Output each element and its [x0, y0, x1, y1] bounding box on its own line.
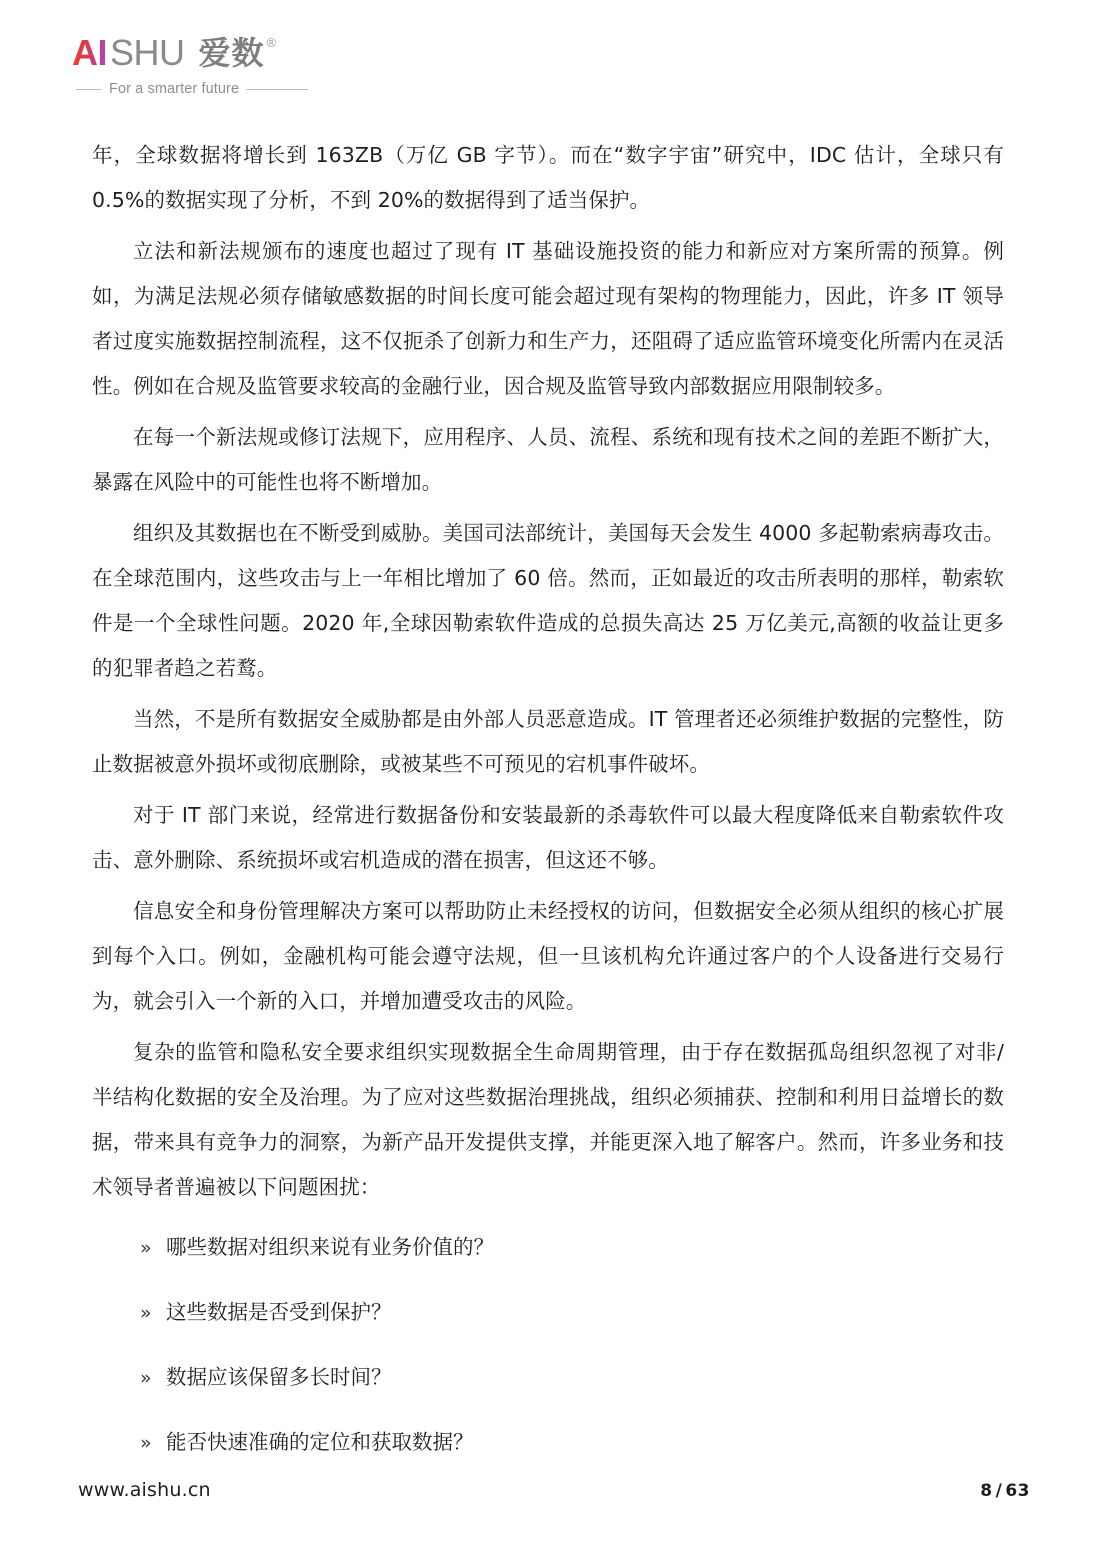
page-total: 63	[1005, 1481, 1030, 1501]
tagline-text: For a smarter future	[109, 81, 240, 97]
page-separator: /	[995, 1481, 1003, 1501]
list-item	[92, 1362, 1004, 1393]
paragraph: 组织及其数据也在不断受到威胁。美国司法部统计，美国每天会发生 4000 多起勒索病毒攻击。在全球范围内，这些攻击与上一年相比增加了 60 倍。然而，正如最近的攻击所表明的那样，勒索软件是一个全球性问题。2020 年,全球因勒索软件造成的总损失高达 25 万亿美元,高额的收益让更多的犯罪者趋之若鹜。	[92, 521, 1004, 680]
bullet-marker-icon: »	[140, 1237, 152, 1259]
brand-tagline	[76, 81, 308, 97]
tagline-rule-right	[246, 89, 308, 90]
tagline-rule-left	[76, 89, 102, 90]
logo-shu-text: SHU	[110, 32, 185, 73]
page-current: 8	[980, 1481, 993, 1501]
paragraph: 信息安全和身份管理解决方案可以帮助防止未经授权的访问，但数据安全必须从组织的核心扩展到每个入口。例如，金融机构可能会遵守法规，但一旦该机构允许通过客户的个人设备进行交易行为，就会引入一个新的入口，并增加遭受攻击的风险。	[92, 899, 1004, 1013]
paragraph: 立法和新法规颁布的速度也超过了现有 IT 基础设施投资的能力和新应对方案所需的预算。例如，为满足法规必须存储敏感数据的时间长度可能会超过现有架构的物理能力，因此，许多 IT 领导者过度实施数据控制流程，这不仅扼杀了创新力和生产力，还阻碍了适应监管环境变化所需内在灵活性。例如在合规及监管要求较高的金融行业，因合规及监管导致内部数据应用限制较多。	[92, 239, 1004, 398]
paragraph: 年，全球数据将增长到 163ZB（万亿 GB 字节）。而在“数字宇宙”研究中，IDC 估计，全球只有 0.5%的数据实现了分析，不到 20%的数据得到了适当保护。	[92, 143, 1004, 212]
paragraph: 复杂的监管和隐私安全要求组织实现数据全生命周期管理，由于存在数据孤岛组织忽视了对非/半结构化数据的安全及治理。为了应对这些数据治理挑战，组织必须捕获、控制和利用日益增长的数据，带来具有竞争力的洞察，为新产品开发提供支撑，并能更深入地了解客户。然而，许多业务和技术领导者普遍被以下问题困扰：	[92, 1040, 1004, 1199]
list-item-label: 这些数据是否受到保护？	[166, 1300, 392, 1324]
question-list	[92, 1232, 1004, 1458]
document-body	[92, 133, 1004, 1492]
list-item	[92, 1427, 1004, 1458]
paragraph: 对于 IT 部门来说，经常进行数据备份和安装最新的杀毒软件可以最大程度降低来自勒索软件攻击、意外删除、系统损坏或宕机造成的潜在损害，但这还不够。	[92, 803, 1004, 872]
list-item-label: 能否快速准确的定位和获取数据？	[166, 1430, 474, 1454]
list-item-label: 数据应该保留多长时间？	[166, 1365, 392, 1389]
registered-trademark-icon: ®	[266, 35, 277, 50]
logo-lockup	[72, 34, 372, 74]
list-item	[92, 1232, 1004, 1263]
footer-website: www.aishu.cn	[78, 1479, 211, 1501]
bullet-marker-icon: »	[140, 1432, 152, 1454]
bullet-marker-icon: »	[140, 1367, 152, 1389]
list-item	[92, 1297, 1004, 1328]
paragraph: 当然，不是所有数据安全威胁都是由外部人员恶意造成。IT 管理者还必须维护数据的完整性，防止数据被意外损坏或彻底删除，或被某些不可预见的宕机事件破坏。	[92, 707, 1004, 776]
page-footer	[78, 1479, 1030, 1501]
brand-header	[72, 34, 372, 104]
list-item-label: 哪些数据对组织来说有业务价值的？	[166, 1235, 494, 1259]
paragraph: 在每一个新法规或修订法规下，应用程序、人员、流程、系统和现有技术之间的差距不断扩大，暴露在风险中的可能性也将不断增加。	[92, 425, 1004, 494]
logo-chinese-text: 爱数	[198, 34, 265, 72]
logo-ai-text: AI	[72, 32, 107, 73]
bullet-marker-icon: »	[140, 1302, 152, 1324]
page-number	[980, 1481, 1030, 1501]
